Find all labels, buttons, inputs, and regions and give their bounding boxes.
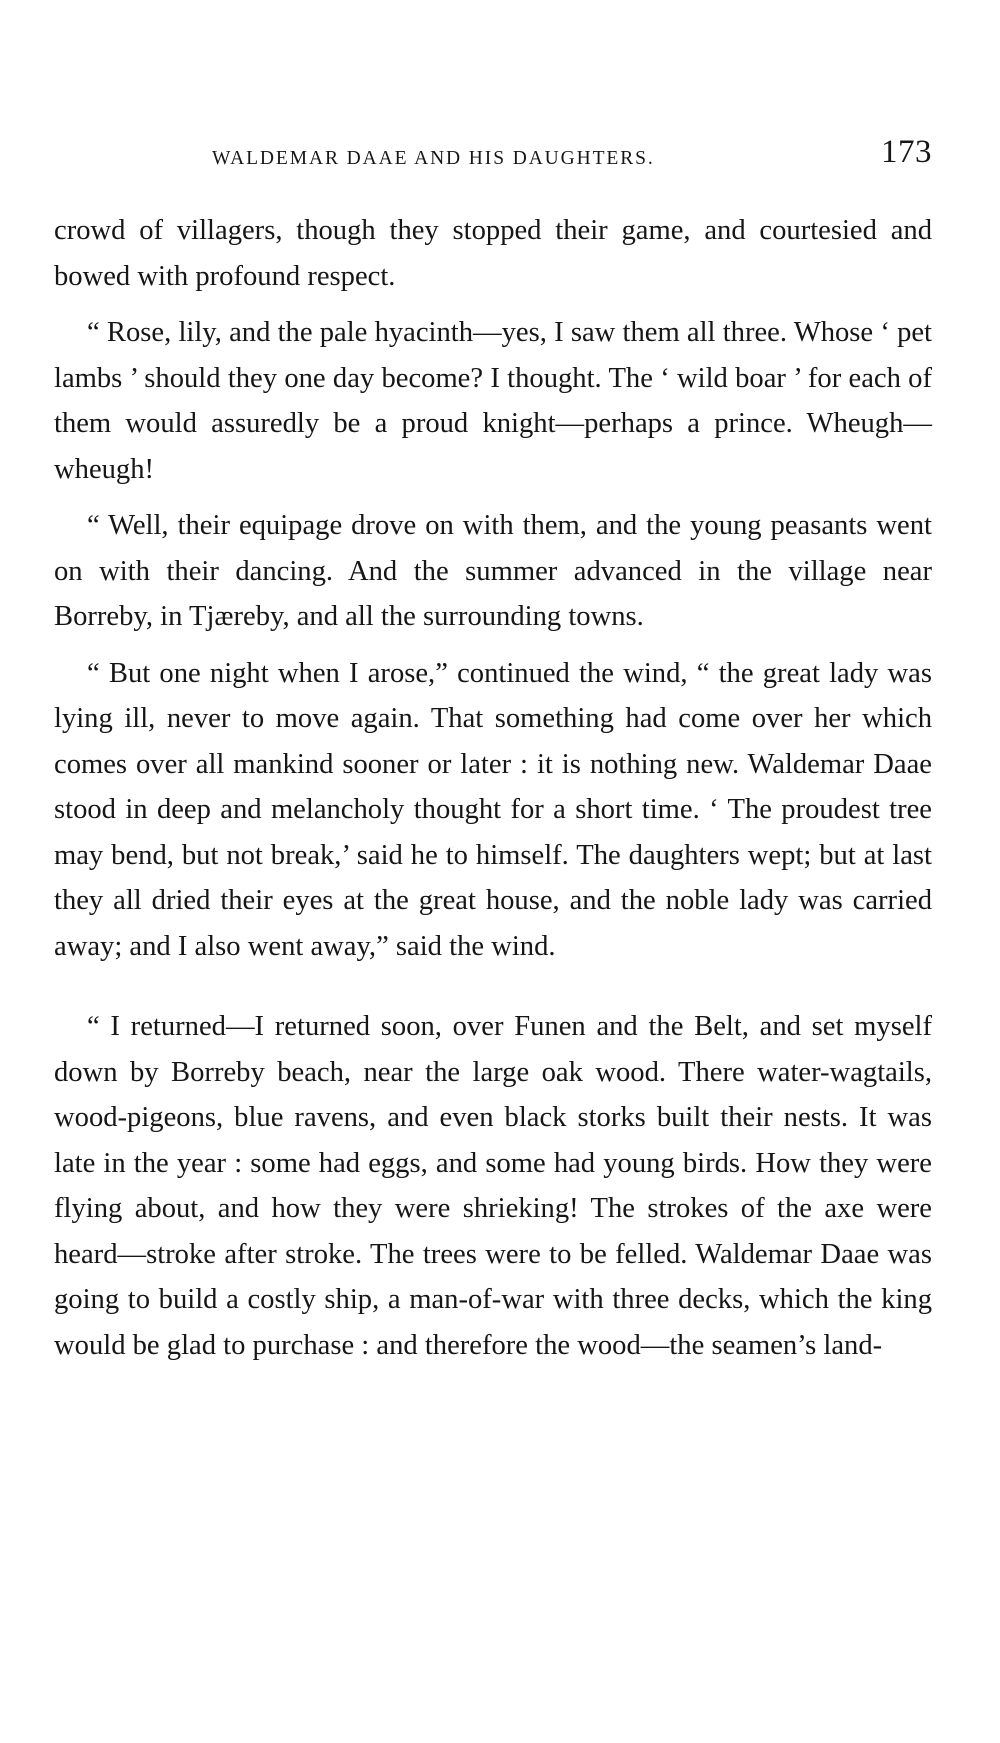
page-number: 173	[881, 134, 932, 170]
paragraph-great-lady: “ But one night when I arose,” continued the wind, “ the great lady was lying ill, never to move again. That something had come over her which comes over all mankind sooner or later : it is nothing new. Waldemar Daae stood in deep and melancholy thought for a short time. ‘ The proudest tree may bend, but not break,’ said he to himself. The daughters wept; but at last they all dried their eyes at the great house, and the noble lady was carried away; and I also went away,” said the wind.	[54, 657, 932, 962]
body-text	[54, 208, 932, 1379]
paragraph-flower-daughters: “ Rose, lily, and the pale hyacinth—yes, I saw them all three. Whose ‘ pet lambs ’ should they one day become? I thought. The ‘ wild boar ’ for each of them would assuredly be a proud knight—perhaps a prince. Wheugh—wheugh!	[54, 317, 932, 485]
page-header	[54, 134, 932, 184]
paragraph-equipage: “ Well, their equipage drove on with them, and the young peasants went on with their dancing. And the summer advanced in the village near Borreby, in Tjæreby, and all the surrounding towns.	[54, 510, 932, 632]
running-title: WALDEMAR DAAE AND HIS DAUGHTERS.	[212, 148, 655, 169]
paragraph-oak-wood: “ I returned—I returned soon, over Funen and the Belt, and set myself down by Borreby beach, near the large oak wood. There water-wagtails, wood-pigeons, blue ravens, and even black storks built their nests. It was late in the year : some had eggs, and some had young birds. How they were flying about, and how they were shrieking! The strokes of the axe were heard—stroke after stroke. The trees were to be felled. Waldemar Daae was going to build a costly ship, a man-of-war with three decks, which the king would be glad to purchase : and therefore the wood—the seamen’s land-	[54, 1011, 932, 1361]
paragraph-continuation: crowd of villagers, though they stopped their game, and courtesied and bowed with profound respect.	[54, 215, 932, 292]
